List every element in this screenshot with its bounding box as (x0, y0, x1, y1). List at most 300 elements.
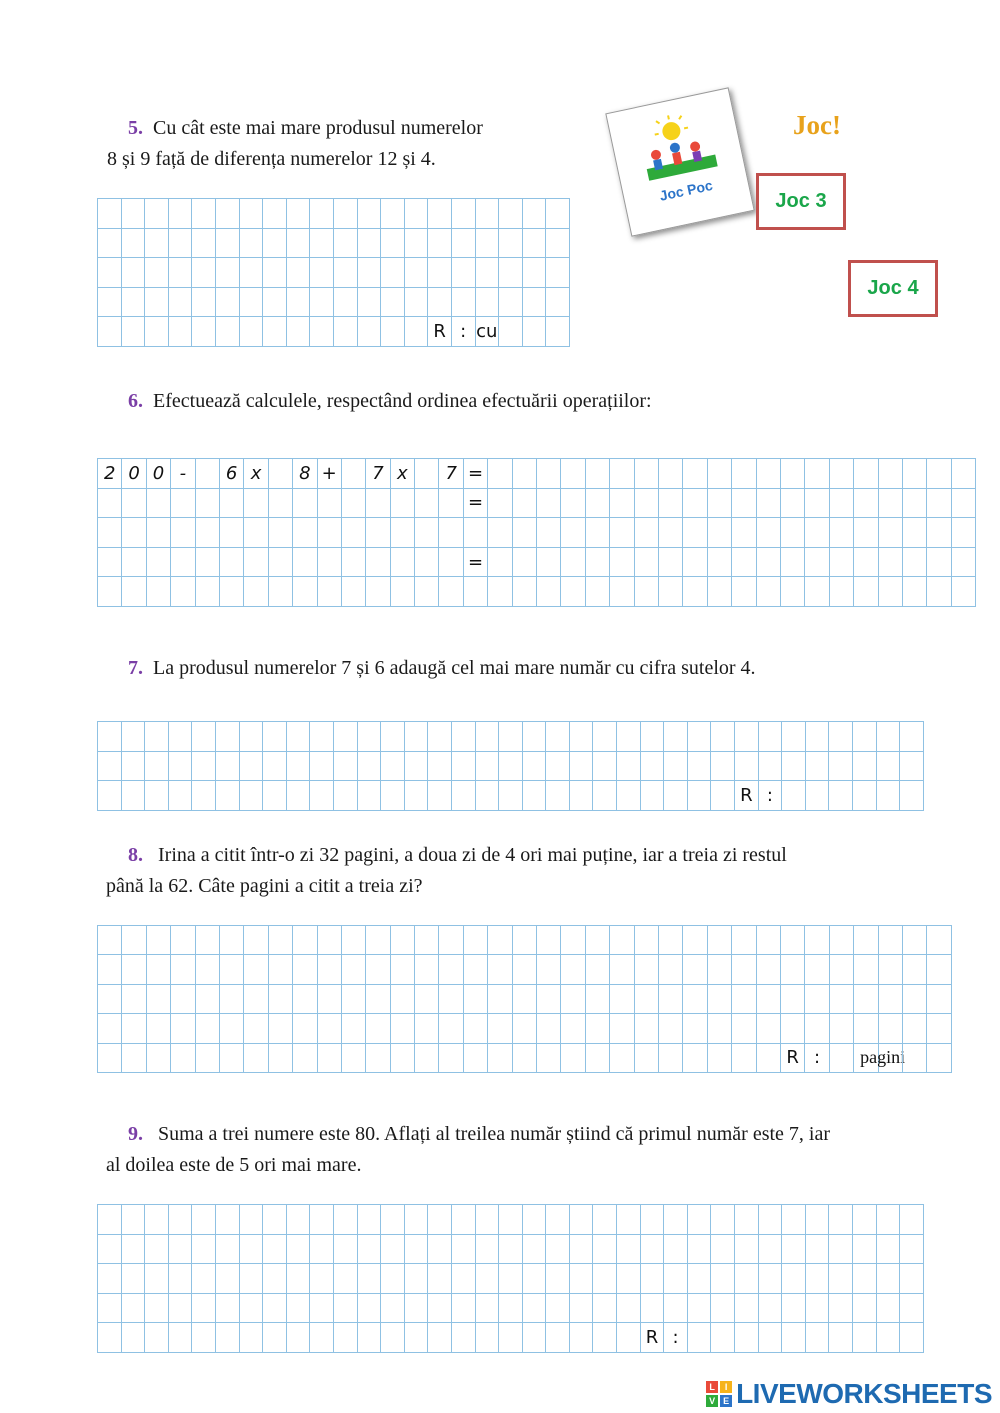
grid-cell[interactable] (122, 985, 146, 1014)
grid-cell[interactable] (708, 926, 732, 955)
grid-cell[interactable] (145, 229, 169, 259)
grid-cell[interactable] (830, 489, 854, 519)
grid-cell[interactable] (342, 926, 366, 955)
grid-cell[interactable] (711, 1264, 735, 1294)
grid-cell[interactable] (318, 1014, 342, 1043)
grid-cell[interactable] (220, 926, 244, 955)
grid-cell[interactable] (192, 229, 216, 259)
grid-cell[interactable] (570, 1294, 594, 1324)
grid-cell[interactable] (757, 548, 781, 578)
grid-cell[interactable] (759, 1205, 783, 1235)
grid-cell[interactable] (708, 577, 732, 607)
grid-cell[interactable] (381, 1264, 405, 1294)
grid-cell[interactable] (310, 752, 334, 782)
grid-cell[interactable] (342, 985, 366, 1014)
grid-cell[interactable] (735, 1323, 759, 1353)
grid-cell[interactable] (759, 1294, 783, 1324)
grid-cell[interactable] (664, 1205, 688, 1235)
grid-cell[interactable] (488, 1014, 512, 1043)
grid-cell[interactable] (476, 1264, 500, 1294)
grid-cell[interactable] (287, 1235, 311, 1265)
grid-cell[interactable] (537, 489, 561, 519)
grid-cell[interactable] (561, 489, 585, 519)
grid-cell[interactable] (145, 1235, 169, 1265)
grid-cell[interactable] (310, 1323, 334, 1353)
grid-cell[interactable] (593, 1205, 617, 1235)
joc-poc-logo[interactable] (605, 87, 754, 236)
grid-cell[interactable] (610, 1044, 634, 1073)
grid-cell[interactable] (570, 781, 594, 811)
grid-cell[interactable] (147, 489, 171, 519)
grid-cell[interactable] (439, 577, 463, 607)
grid-cell[interactable] (732, 489, 756, 519)
grid-cell[interactable] (192, 1235, 216, 1265)
grid-cell[interactable] (708, 1044, 732, 1073)
grid-cell[interactable] (405, 258, 429, 288)
grid-cell[interactable] (169, 1264, 193, 1294)
grid-cell[interactable] (781, 955, 805, 984)
grid-cell[interactable] (196, 548, 220, 578)
grid-cell[interactable] (98, 926, 122, 955)
grid-cell[interactable] (610, 489, 634, 519)
grid-cell[interactable] (830, 459, 854, 489)
grid-cell[interactable] (546, 199, 570, 229)
grid-cell[interactable] (664, 1235, 688, 1265)
grid-cell[interactable] (381, 288, 405, 318)
grid-cell[interactable] (829, 752, 853, 782)
grid-cell[interactable] (711, 781, 735, 811)
grid-cell[interactable] (711, 1235, 735, 1265)
grid-cell[interactable] (263, 1205, 287, 1235)
grid-cell[interactable] (98, 985, 122, 1014)
grid-cell[interactable] (122, 1235, 146, 1265)
grid-cell[interactable] (617, 752, 641, 782)
grid-cell[interactable] (476, 1294, 500, 1324)
grid-cell[interactable] (358, 722, 382, 752)
grid-cell[interactable] (499, 1264, 523, 1294)
grid-cell[interactable] (464, 955, 488, 984)
grid-cell[interactable] (570, 1264, 594, 1294)
grid-cell[interactable] (452, 752, 476, 782)
grid-mark[interactable]: 8 (293, 459, 317, 489)
grid-cell[interactable] (240, 288, 264, 318)
grid-cell[interactable] (439, 926, 463, 955)
grid-cell[interactable] (145, 317, 169, 347)
grid-cell[interactable] (523, 317, 547, 347)
grid-cell[interactable] (334, 229, 358, 259)
grid-cell[interactable] (537, 1014, 561, 1043)
grid-cell[interactable] (830, 955, 854, 984)
grid-cell[interactable] (927, 518, 951, 548)
grid-cell[interactable] (805, 577, 829, 607)
grid-cell[interactable] (635, 985, 659, 1014)
grid-cell[interactable] (216, 288, 240, 318)
grid-cell[interactable] (263, 1235, 287, 1265)
grid-cell[interactable] (854, 985, 878, 1014)
grid-cell[interactable] (523, 752, 547, 782)
grid-cell[interactable] (310, 722, 334, 752)
grid-cell[interactable] (593, 781, 617, 811)
grid-cell[interactable] (617, 1205, 641, 1235)
grid-cell[interactable] (287, 229, 311, 259)
grid-cell[interactable] (98, 1323, 122, 1353)
grid-cell[interactable] (381, 752, 405, 782)
grid-cell[interactable] (358, 1323, 382, 1353)
grid-cell[interactable] (659, 985, 683, 1014)
grid-cell[interactable] (830, 1044, 854, 1073)
grid-cell[interactable] (415, 1014, 439, 1043)
grid-cell[interactable] (405, 1294, 429, 1324)
grid-cell[interactable] (391, 489, 415, 519)
grid-cell[interactable] (196, 926, 220, 955)
grid-cell[interactable] (415, 1044, 439, 1073)
grid-cell[interactable] (735, 752, 759, 782)
grid-cell[interactable] (171, 955, 195, 984)
grid-cell[interactable] (499, 258, 523, 288)
grid-cell[interactable] (263, 317, 287, 347)
grid-cell[interactable] (952, 518, 976, 548)
grid-mark[interactable]: : (759, 781, 783, 811)
grid-cell[interactable] (617, 1264, 641, 1294)
grid-cell[interactable] (122, 955, 146, 984)
grid-cell[interactable] (334, 1205, 358, 1235)
grid-cell[interactable] (192, 317, 216, 347)
grid-cell[interactable] (318, 985, 342, 1014)
grid-cell[interactable] (488, 985, 512, 1014)
grid-cell[interactable] (688, 752, 712, 782)
grid-cell[interactable] (900, 1323, 924, 1353)
grid-cell[interactable] (708, 955, 732, 984)
grid-cell[interactable] (476, 229, 500, 259)
grid-cell[interactable] (782, 1264, 806, 1294)
grid-cell[interactable] (586, 548, 610, 578)
grid-cell[interactable] (586, 985, 610, 1014)
grid-cell[interactable] (903, 926, 927, 955)
grid-cell[interactable] (829, 1323, 853, 1353)
grid-cell[interactable] (523, 229, 547, 259)
grid-cell[interactable] (98, 1014, 122, 1043)
grid-cell[interactable] (171, 926, 195, 955)
grid-cell[interactable] (546, 1323, 570, 1353)
grid-cell[interactable] (683, 518, 707, 548)
grid-cell[interactable] (759, 1264, 783, 1294)
grid-cell[interactable] (782, 752, 806, 782)
grid-cell[interactable] (732, 518, 756, 548)
grid-mark[interactable]: x (244, 459, 268, 489)
grid-cell[interactable] (523, 1205, 547, 1235)
grid-cell[interactable] (561, 577, 585, 607)
grid-cell[interactable] (287, 1294, 311, 1324)
grid-cell[interactable] (428, 199, 452, 229)
grid-cell[interactable] (641, 722, 665, 752)
grid-cell[interactable] (806, 781, 830, 811)
grid-cell[interactable] (358, 229, 382, 259)
grid-cell[interactable] (635, 926, 659, 955)
grid-cell[interactable] (499, 199, 523, 229)
grid-cell[interactable] (757, 926, 781, 955)
grid-cell[interactable] (269, 985, 293, 1014)
grid-cell[interactable] (220, 577, 244, 607)
grid-cell[interactable] (334, 1235, 358, 1265)
grid-cell[interactable] (854, 577, 878, 607)
grid-cell[interactable] (561, 459, 585, 489)
grid-cell[interactable] (98, 752, 122, 782)
grid-cell[interactable] (342, 459, 366, 489)
grid-cell[interactable] (98, 199, 122, 229)
grid-cell[interactable] (499, 1235, 523, 1265)
grid-cell[interactable] (879, 985, 903, 1014)
grid-cell[interactable] (342, 489, 366, 519)
grid-cell[interactable] (635, 489, 659, 519)
grid-cell[interactable] (192, 1205, 216, 1235)
grid-cell[interactable] (381, 1235, 405, 1265)
grid-cell[interactable] (757, 985, 781, 1014)
grid-cell[interactable] (263, 722, 287, 752)
grid-cell[interactable] (732, 548, 756, 578)
grid-cell[interactable] (513, 985, 537, 1014)
grid-cell[interactable] (381, 781, 405, 811)
grid-cell[interactable] (220, 985, 244, 1014)
grid-cell[interactable] (617, 1294, 641, 1324)
grid-cell[interactable] (806, 1205, 830, 1235)
grid-cell[interactable] (476, 781, 500, 811)
grid-cell[interactable] (334, 752, 358, 782)
grid-cell[interactable] (570, 1235, 594, 1265)
grid-cell[interactable] (830, 548, 854, 578)
grid-cell[interactable] (263, 781, 287, 811)
grid-cell[interactable] (169, 288, 193, 318)
grid-cell[interactable] (381, 1323, 405, 1353)
grid-cell[interactable] (358, 1294, 382, 1324)
grid-cell[interactable] (244, 548, 268, 578)
grid-cell[interactable] (145, 1294, 169, 1324)
grid-cell[interactable] (927, 459, 951, 489)
grid-cell[interactable] (877, 1294, 901, 1324)
grid-cell[interactable] (781, 577, 805, 607)
grid-cell[interactable] (428, 1323, 452, 1353)
grid-cell[interactable] (196, 985, 220, 1014)
grid-mark[interactable]: = (464, 489, 488, 519)
grid-cell[interactable] (683, 985, 707, 1014)
grid-cell[interactable] (903, 985, 927, 1014)
grid-cell[interactable] (853, 781, 877, 811)
grid-cell[interactable] (570, 722, 594, 752)
grid-cell[interactable] (523, 1235, 547, 1265)
grid-cell[interactable] (122, 1264, 146, 1294)
grid-cell[interactable] (853, 752, 877, 782)
grid-cell[interactable] (171, 577, 195, 607)
grid-cell[interactable] (782, 1235, 806, 1265)
grid-cell[interactable] (452, 1323, 476, 1353)
grid-cell[interactable] (900, 1264, 924, 1294)
grid-cell[interactable] (415, 489, 439, 519)
grid-cell[interactable] (428, 722, 452, 752)
grid-cell[interactable] (735, 1294, 759, 1324)
grid-cell[interactable] (829, 1264, 853, 1294)
answer-grid-q8[interactable] (97, 925, 952, 1073)
grid-cell[interactable] (287, 317, 311, 347)
grid-cell[interactable] (523, 781, 547, 811)
grid-cell[interactable] (391, 1014, 415, 1043)
grid-cell[interactable] (735, 1205, 759, 1235)
grid-cell[interactable] (586, 489, 610, 519)
grid-cell[interactable] (98, 548, 122, 578)
grid-cell[interactable] (635, 577, 659, 607)
answer-grid-q5[interactable] (97, 198, 570, 347)
grid-cell[interactable] (269, 1044, 293, 1073)
grid-cell[interactable] (171, 985, 195, 1014)
grid-cell[interactable] (366, 926, 390, 955)
grid-cell[interactable] (269, 489, 293, 519)
grid-cell[interactable] (593, 722, 617, 752)
grid-cell[interactable] (293, 926, 317, 955)
grid-cell[interactable] (586, 955, 610, 984)
grid-cell[interactable] (476, 1205, 500, 1235)
grid-cell[interactable] (415, 459, 439, 489)
grid-cell[interactable] (561, 548, 585, 578)
grid-cell[interactable] (561, 926, 585, 955)
grid-cell[interactable] (240, 199, 264, 229)
grid-cell[interactable] (171, 489, 195, 519)
grid-cell[interactable] (381, 258, 405, 288)
grid-cell[interactable] (405, 722, 429, 752)
grid-cell[interactable] (366, 548, 390, 578)
grid-cell[interactable] (293, 548, 317, 578)
grid-cell[interactable] (688, 1235, 712, 1265)
grid-cell[interactable] (617, 722, 641, 752)
grid-cell[interactable] (499, 752, 523, 782)
grid-cell[interactable] (240, 1294, 264, 1324)
grid-cell[interactable] (659, 926, 683, 955)
grid-cell[interactable] (853, 1235, 877, 1265)
grid-cell[interactable] (759, 1323, 783, 1353)
grid-mark[interactable]: cu (476, 317, 500, 347)
grid-cell[interactable] (310, 288, 334, 318)
grid-cell[interactable] (293, 577, 317, 607)
grid-cell[interactable] (593, 1294, 617, 1324)
grid-cell[interactable] (169, 1235, 193, 1265)
grid-cell[interactable] (169, 752, 193, 782)
grid-cell[interactable] (263, 1264, 287, 1294)
grid-cell[interactable] (476, 258, 500, 288)
grid-cell[interactable] (854, 548, 878, 578)
grid-cell[interactable] (757, 518, 781, 548)
grid-cell[interactable] (853, 722, 877, 752)
grid-cell[interactable] (358, 1264, 382, 1294)
grid-cell[interactable] (711, 1294, 735, 1324)
grid-cell[interactable] (610, 985, 634, 1014)
grid-cell[interactable] (879, 577, 903, 607)
grid-cell[interactable] (310, 781, 334, 811)
grid-cell[interactable] (927, 1044, 951, 1073)
grid-cell[interactable] (488, 955, 512, 984)
grid-cell[interactable] (561, 1044, 585, 1073)
grid-cell[interactable] (830, 985, 854, 1014)
grid-cell[interactable] (523, 288, 547, 318)
grid-mark[interactable]: R (781, 1044, 805, 1073)
grid-cell[interactable] (927, 489, 951, 519)
grid-cell[interactable] (537, 926, 561, 955)
grid-cell[interactable] (169, 722, 193, 752)
grid-cell[interactable] (98, 781, 122, 811)
grid-mark[interactable]: 0 (147, 459, 171, 489)
grid-mark[interactable]: pagini (854, 1044, 878, 1073)
grid-cell[interactable] (464, 577, 488, 607)
grid-cell[interactable] (464, 985, 488, 1014)
grid-cell[interactable] (358, 258, 382, 288)
grid-cell[interactable] (513, 926, 537, 955)
grid-cell[interactable] (293, 1014, 317, 1043)
grid-cell[interactable] (192, 752, 216, 782)
grid-cell[interactable] (903, 459, 927, 489)
grid-cell[interactable] (688, 722, 712, 752)
grid-cell[interactable] (877, 1264, 901, 1294)
grid-cell[interactable] (806, 752, 830, 782)
grid-cell[interactable] (513, 955, 537, 984)
grid-cell[interactable] (853, 1323, 877, 1353)
grid-cell[interactable] (617, 781, 641, 811)
grid-cell[interactable] (903, 548, 927, 578)
grid-cell[interactable] (287, 199, 311, 229)
grid-cell[interactable] (664, 1294, 688, 1324)
grid-cell[interactable] (711, 752, 735, 782)
grid-cell[interactable] (287, 781, 311, 811)
grid-cell[interactable] (537, 577, 561, 607)
grid-cell[interactable] (546, 1235, 570, 1265)
grid-cell[interactable] (659, 577, 683, 607)
grid-cell[interactable] (732, 926, 756, 955)
grid-cell[interactable] (586, 1014, 610, 1043)
grid-cell[interactable] (310, 1264, 334, 1294)
grid-cell[interactable] (192, 288, 216, 318)
grid-cell[interactable] (513, 459, 537, 489)
grid-cell[interactable] (806, 1264, 830, 1294)
grid-cell[interactable] (391, 577, 415, 607)
grid-cell[interactable] (220, 1044, 244, 1073)
grid-cell[interactable] (903, 1044, 927, 1073)
grid-cell[interactable] (240, 781, 264, 811)
grid-cell[interactable] (216, 317, 240, 347)
grid-cell[interactable] (537, 459, 561, 489)
grid-cell[interactable] (488, 577, 512, 607)
grid-cell[interactable] (488, 518, 512, 548)
grid-cell[interactable] (216, 229, 240, 259)
grid-cell[interactable] (216, 1235, 240, 1265)
grid-cell[interactable] (310, 1294, 334, 1324)
grid-cell[interactable] (269, 577, 293, 607)
grid-cell[interactable] (169, 1323, 193, 1353)
grid-cell[interactable] (927, 1014, 951, 1043)
grid-cell[interactable] (147, 1014, 171, 1043)
grid-cell[interactable] (708, 489, 732, 519)
grid-cell[interactable] (287, 288, 311, 318)
grid-cell[interactable] (659, 489, 683, 519)
grid-cell[interactable] (196, 955, 220, 984)
grid-cell[interactable] (781, 985, 805, 1014)
grid-cell[interactable] (523, 722, 547, 752)
grid-cell[interactable] (192, 781, 216, 811)
grid-cell[interactable] (452, 258, 476, 288)
grid-cell[interactable] (169, 229, 193, 259)
grid-cell[interactable] (310, 1235, 334, 1265)
grid-cell[interactable] (711, 1205, 735, 1235)
grid-cell[interactable] (488, 926, 512, 955)
grid-cell[interactable] (546, 317, 570, 347)
grid-cell[interactable] (781, 518, 805, 548)
grid-cell[interactable] (439, 489, 463, 519)
grid-cell[interactable] (610, 955, 634, 984)
grid-cell[interactable] (240, 317, 264, 347)
